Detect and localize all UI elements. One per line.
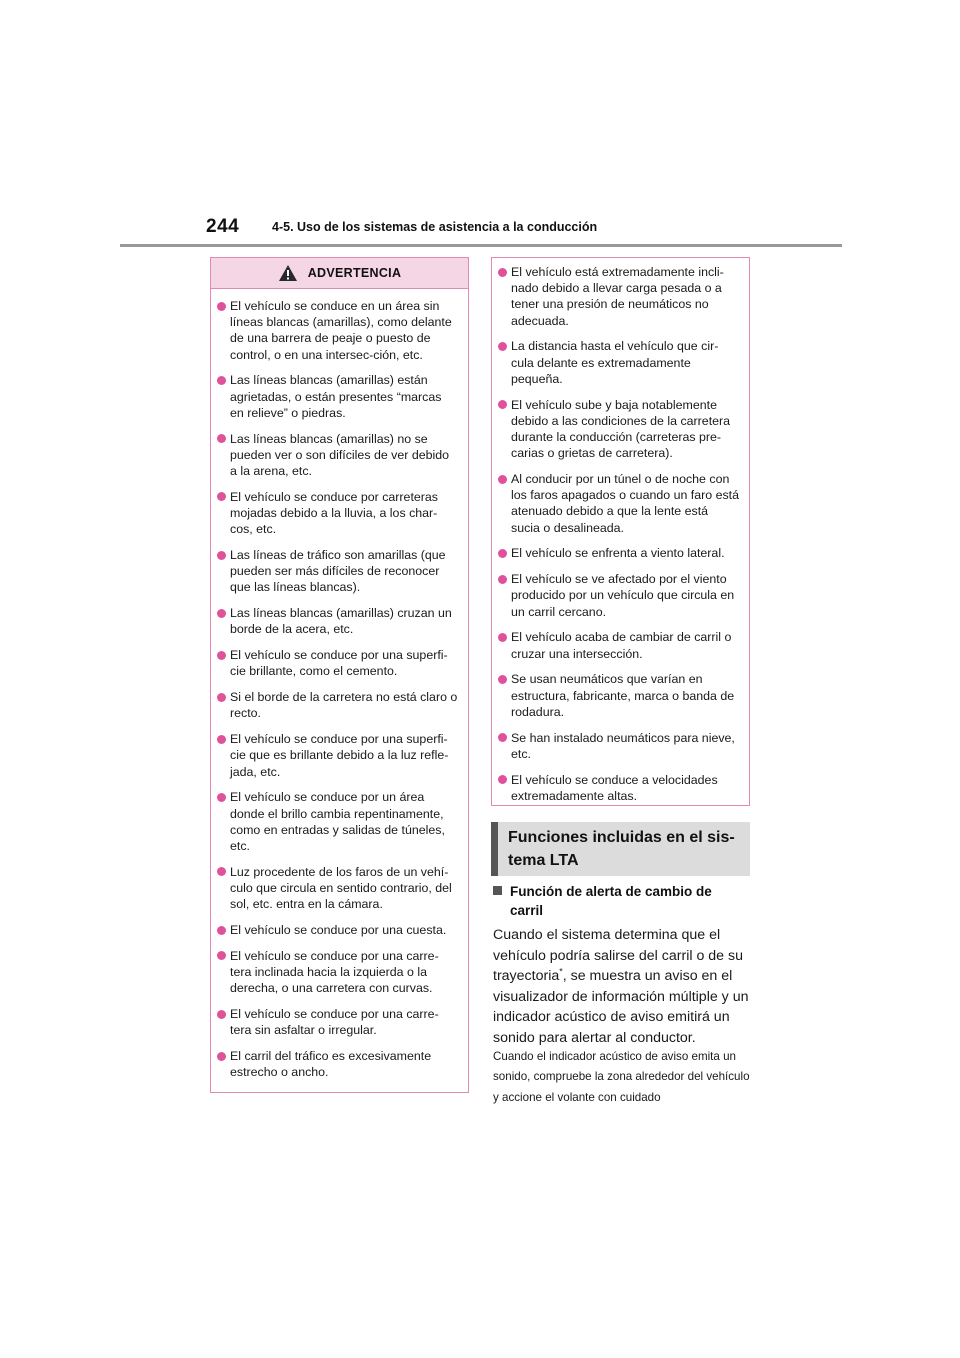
warning-continued-item (498, 545, 739, 561)
square-bullet-icon (493, 886, 502, 895)
warning-list-item-text: El carril del tráfico es excesivamente estrecho o ancho. (230, 1049, 432, 1080)
warning-continued-item-text: El vehículo sube y baja notablemente debido a las condiciones de la carretera durante la conducción (carreteras pre-carias o grietas de carretera). (511, 397, 731, 461)
warning-list-item-text: El vehículo se conduce por carreteras mojadas debido a la lluvia, a los char-cos, etc. (230, 489, 438, 537)
bullet-dot-icon (498, 400, 507, 409)
warning-continued-item-text: El vehículo se enfrenta a viento lateral. (511, 546, 725, 561)
warning-list-item (217, 647, 458, 679)
bullet-dot-icon (217, 1010, 226, 1019)
warning-list-item (217, 372, 458, 421)
bullet-dot-icon (217, 492, 226, 501)
warning-list-item-text: El vehículo se conduce en un área sin líneas blancas (amarillas), como delante de una barrera de peaje o puesto de control, o en una intersec-ción, etc. (230, 299, 452, 362)
subheading-line-1: Función de alerta de cambio de (510, 884, 712, 899)
bullet-dot-icon (217, 951, 226, 960)
lane-departure-subheading (493, 882, 753, 920)
bullet-dot-icon (498, 268, 507, 277)
bullet-dot-icon (217, 926, 226, 935)
bullet-dot-icon (217, 867, 226, 876)
body-text-start: Cuando el sistema determina que el vehículo podría salirse del carril o de su trayectoria (493, 927, 743, 985)
page-number: 244 (206, 216, 240, 237)
bullet-dot-icon (498, 342, 507, 351)
warning-continued-item-text: El vehículo se conduce a velocidades extremadamente altas. (511, 772, 718, 803)
bullet-dot-icon (217, 376, 226, 385)
warning-continued-item-text: El vehículo se ve afectado por el viento producido por un vehículo que circula en un carril cercano. (511, 572, 735, 619)
bullet-dot-icon (498, 775, 507, 784)
warning-list-item (217, 789, 458, 854)
warning-list-item (217, 547, 458, 596)
warning-continued-list (492, 258, 749, 804)
warning-list-item-text: El vehículo se conduce por una superfi-cie brillante, como el cemento. (230, 648, 448, 679)
footnote-mark: * (559, 966, 563, 977)
bullet-dot-icon (217, 793, 226, 802)
subheading-line-2: carril (510, 903, 544, 918)
warning-header (211, 258, 468, 289)
warning-list-item (217, 489, 458, 538)
warning-list-item-text: El vehículo se conduce por una carre-tera sin asfaltar o irregular. (230, 1007, 439, 1038)
warning-list-item-text: Si el borde de la carretera no está claro o recto. (230, 690, 458, 721)
warning-continued-item (498, 571, 739, 620)
warning-list-item (217, 689, 458, 721)
warning-title: ADVERTENCIA (307, 266, 402, 280)
warning-continued-item-text: La distancia hasta el vehículo que cir-cula delante es extremadamente pequeña. (511, 339, 719, 386)
warning-continued-item (498, 264, 739, 329)
warning-list-item-text: El vehículo se conduce por una superfi-cie que es brillante debido a la luz refle-jada, etc. (230, 732, 449, 779)
warning-list-item-text: Luz procedente de los faros de un vehí-culo que circula en sentido contrario, del sol, etc. entra en la cámara. (230, 864, 452, 912)
lta-section-heading: Funciones incluidas en el sis-tema LTA (491, 822, 750, 876)
warning-continued-item-text: Al conducir por un túnel o de noche con los faros apagados o cuando un faro está atenuado debido a que la lente está sucia o desalineada. (511, 472, 740, 535)
warning-list-item (217, 922, 458, 938)
bullet-dot-icon (217, 609, 226, 618)
warning-continued-item (498, 772, 739, 804)
section-title: 4-5. Uso de los sistemas de asistencia a la conducción (272, 220, 598, 234)
warning-continued-item (498, 338, 739, 387)
bullet-dot-icon (217, 434, 226, 443)
warning-list-item (217, 1006, 458, 1038)
warning-list-item (217, 605, 458, 637)
body-text-end: , se muestra un aviso en el visualizador de información múltiple y un indicador acústico de aviso emitirá un sonido para alertar al conductor. (493, 968, 749, 1046)
bullet-dot-icon (498, 733, 507, 742)
bullet-dot-icon (217, 302, 226, 311)
warning-continued-item-text: El vehículo acaba de cambiar de carril o cruzar una intersección. (511, 630, 732, 661)
bullet-dot-icon (498, 675, 507, 684)
warning-continued-item-text: Se han instalado neumáticos para nieve, etc. (511, 730, 735, 761)
warning-continued-box (491, 257, 750, 806)
warning-list-item (217, 431, 458, 480)
warning-list-item (217, 864, 458, 913)
warning-list-item-text: Las líneas de tráfico son amarillas (que pueden ser más difíciles de reconocer que las líneas blancas). (230, 548, 446, 595)
warning-list-item-text: El vehículo se conduce por una cuesta. (230, 923, 447, 938)
warning-continued-item-text: El vehículo está extremadamente incli-nado debido a llevar carga pesada o a tener una presión de neumáticos no adecuada. (511, 265, 724, 328)
warning-list-item-text: El vehículo se conduce por una carre-tera inclinada hacia la izquierda o la derecha, o una carretera con curvas. (230, 948, 439, 996)
bullet-dot-icon (217, 735, 226, 744)
warning-continued-item (498, 471, 739, 536)
lta-caution-text: Cuando el indicador acústico de aviso emita un sonido, compruebe la zona alrededor del vehículo y accione el volante con cuidado (493, 1050, 750, 1104)
warning-continued-item (498, 730, 739, 762)
bullet-dot-icon (498, 575, 507, 584)
warning-list-item (217, 298, 458, 363)
warning-continued-item (498, 397, 739, 462)
warning-list (211, 289, 468, 1080)
bullet-dot-icon (498, 549, 507, 558)
bullet-dot-icon (217, 1052, 226, 1061)
bullet-dot-icon (217, 693, 226, 702)
warning-continued-item (498, 671, 739, 720)
warning-list-item-text: El vehículo se conduce por un área donde el brillo cambia repentinamente, como en entradas y salidas de túneles, etc. (230, 790, 445, 854)
warning-box (210, 257, 469, 1093)
warning-continued-item (498, 629, 739, 661)
warning-list-item-text: Las líneas blancas (amarillas) no se pueden ver o son difíciles de ver debido a la arena, etc. (230, 431, 450, 479)
warning-list-item-text: Las líneas blancas (amarillas) están agrietadas, o están presentes “marcas en relieve” o piedras. (230, 373, 442, 420)
warning-triangle-icon (278, 264, 298, 282)
bullet-dot-icon (217, 651, 226, 660)
warning-continued-item-text: Se usan neumáticos que varían en estructura, fabricante, marca o banda de rodadura. (511, 672, 735, 719)
bullet-dot-icon (498, 633, 507, 642)
lta-body-text (493, 925, 755, 1049)
warning-list-item (217, 1048, 458, 1080)
bullet-dot-icon (217, 551, 226, 560)
warning-list-item (217, 948, 458, 997)
warning-list-item-text: Las líneas blancas (amarillas) cruzan un borde de la acera, etc. (230, 606, 452, 637)
bullet-dot-icon (498, 475, 507, 484)
header-divider (120, 244, 842, 247)
warning-list-item (217, 731, 458, 780)
